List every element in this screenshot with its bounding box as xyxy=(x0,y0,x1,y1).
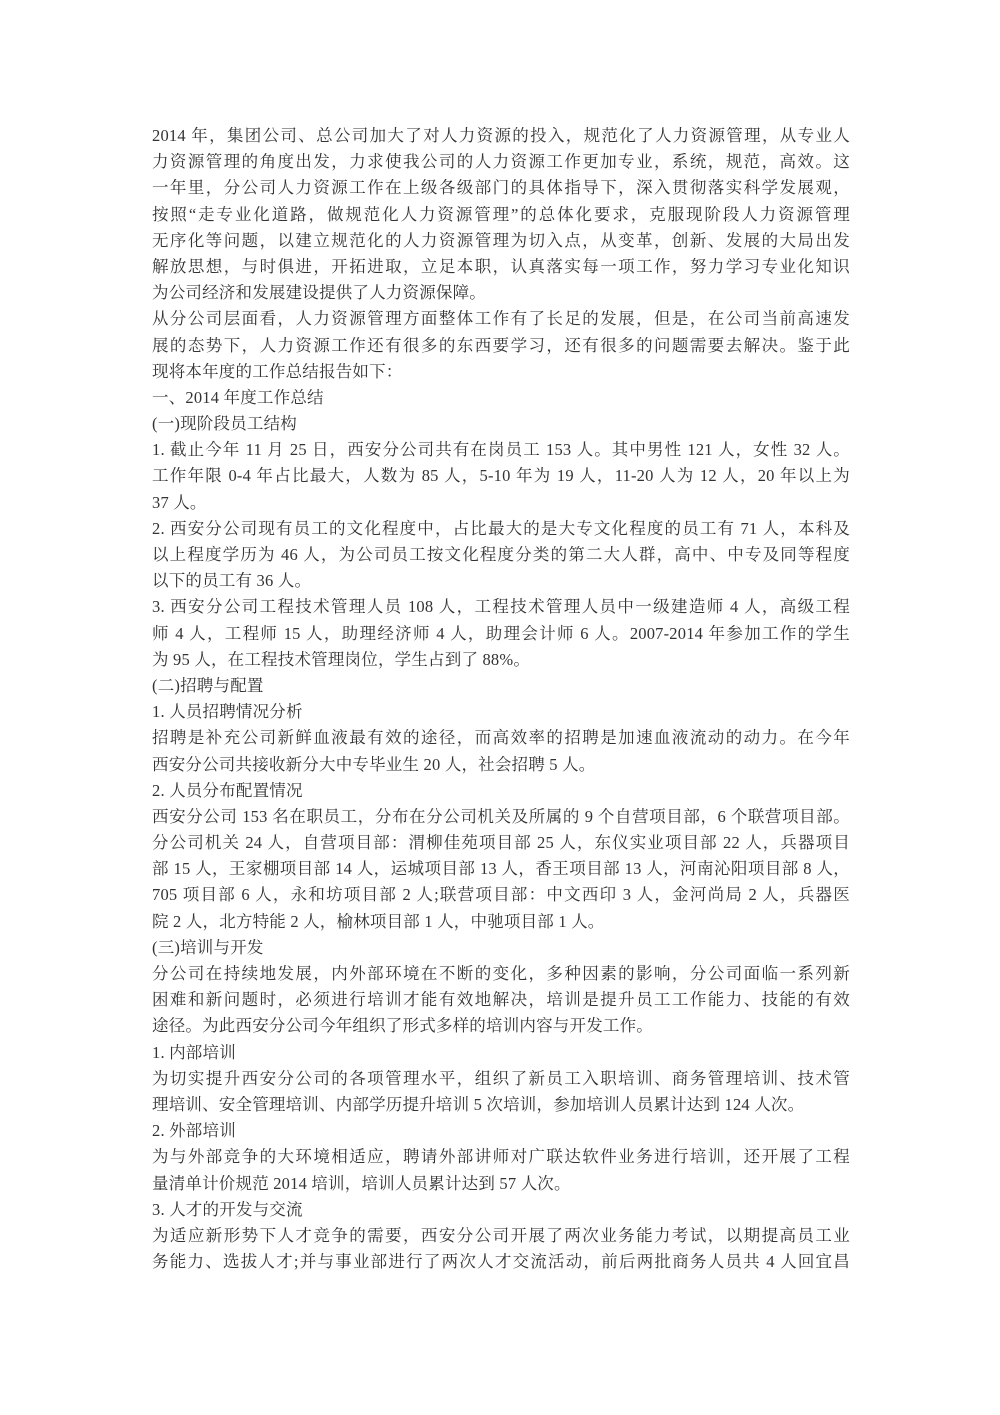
text-line: 量清单计价规范 2014 培训，培训人员累计达到 57 人次。 xyxy=(152,1173,571,1193)
text-line: 西安分公司 153 名在职员工，分布在分公司机关及所属的 9 个自营项目部，6 个联营项目部。 xyxy=(152,806,850,826)
text-line: 为适应新形势下人才竞争的需要，西安分公司开展了两次业务能力考试，以期提高员工业 xyxy=(152,1225,850,1245)
text-line: 2. 西安分公司现有员工的文化程度中，占比最大的是大专文化程度的员工有 71 人，本科及 xyxy=(152,518,850,538)
text-line: 为与外部竞争的大环境相适应，聘请外部讲师对广联达软件业务进行培训，还开展了工程 xyxy=(152,1147,850,1167)
text-line: 为 95 人，在工程技术管理岗位，学生占到了 88%。 xyxy=(152,649,531,669)
text-line: 展的态势下，人力资源工作还有很多的东西要学习，还有很多的问题需要去解决。鉴于此 xyxy=(152,335,850,355)
text-line: (三)培训与开发 xyxy=(152,937,264,957)
text-line: (二)招聘与配置 xyxy=(152,675,264,695)
text-line: 解放思想，与时俱进，开拓进取，立足本职，认真落实每一项工作，努力学习专业化知识 xyxy=(152,256,850,276)
text-line: 西安分公司共接收新分大中专毕业生 20 人，社会招聘 5 人。 xyxy=(152,754,596,774)
text-line: 分公司机关 24 人，自营项目部：渭柳佳苑项目部 25 人，东仪实业项目部 22 人，兵器项目 xyxy=(152,833,850,853)
text-line: 1. 内部培训 xyxy=(152,1042,236,1062)
text-line: 为公司经济和发展建设提供了人力资源保障。 xyxy=(152,283,486,303)
text-line: 分公司在持续地发展，内外部环境在不断的变化，多种因素的影响，分公司面临一系列新 xyxy=(152,964,850,983)
text-line: 院 2 人，北方特能 2 人，榆林项目部 1 人，中驰项目部 1 人。 xyxy=(152,911,605,931)
text-line: 理培训、安全管理培训、内部学历提升培训 5 次培训，参加培训人员累计达到 124 人次。 xyxy=(152,1094,805,1114)
text-line: 为切实提升西安分公司的各项管理水平，组织了新员工入职培训、商务管理培训、技术管 xyxy=(152,1068,850,1088)
text-line: 师 4 人，工程师 15 人，助理经济师 4 人，助理会计师 6 人。2007-2014 年参加工作的学生 xyxy=(152,623,850,643)
document-body xyxy=(152,123,850,1275)
text-line: 一、2014 年度工作总结 xyxy=(152,387,324,407)
text-line: 现将本年度的工作总结报告如下： xyxy=(152,361,403,381)
text-line: 以下的员工有 36 人。 xyxy=(152,571,312,591)
text-line: 无序化等问题，以建立规范化的人力资源管理为切入点，从变革，创新、发展的大局出发 xyxy=(152,230,850,250)
text-line: 困难和新问题时，必须进行培训才能有效地解决，培训是提升员工工作能力、技能的有效 xyxy=(152,990,850,1010)
text-line: 一年里，分公司人力资源工作在上级各级部门的具体指导下，深入贯彻落实科学发展观， xyxy=(152,178,850,198)
text-line: 途径。为此西安分公司今年组织了形式多样的培训内容与开发工作。 xyxy=(152,1016,653,1036)
text-line: 37 人。 xyxy=(152,492,207,512)
text-line: 3. 西安分公司工程技术管理人员 108 人，工程技术管理人员中一级建造师 4 人，高级工程 xyxy=(152,597,850,617)
text-line: 从分公司层面看，人力资源管理方面整体工作有了长足的发展，但是，在公司当前高速发 xyxy=(152,309,850,329)
text-line: (一)现阶段员工结构 xyxy=(152,414,297,434)
text-line: 1. 人员招聘情况分析 xyxy=(152,702,303,722)
text-line: 工作年限 0-4 年占比最大，人数为 85 人，5-10 年为 19 人，11-20 人为 12 人，20 年以上为 xyxy=(152,466,850,486)
text-line: 力资源管理的角度出发，力求使我公司的人力资源工作更加专业，系统，规范，高效。这 xyxy=(152,152,850,172)
text-line: 务能力、选拔人才;并与事业部进行了两次人才交流活动，前后两批商务人员共 4 人回宜昌 xyxy=(152,1252,850,1272)
text-line: 按照“走专业化道路，做规范化人力资源管理”的总体化要求，克服现阶段人力资源管理 xyxy=(152,204,850,224)
text-line: 1. 截止今年 11 月 25 日，西安分公司共有在岗员工 153 人。其中男性 121 人，女性 32 人。 xyxy=(152,440,850,460)
text-line: 以上程度学历为 46 人，为公司员工按文化程度分类的第二大人群，高中、中专及同等程度 xyxy=(152,545,850,564)
text-line: 705 项目部 6 人，永和坊项目部 2 人;联营项目部：中文西印 3 人，金河尚局 2 人，兵器医 xyxy=(152,885,850,905)
text-line: 招聘是补充公司新鲜血液最有效的途径，而高效率的招聘是加速血液流动的动力。在今年 xyxy=(152,728,850,748)
text-line: 3. 人才的开发与交流 xyxy=(152,1199,303,1219)
text-line: 2. 外部培训 xyxy=(152,1121,236,1141)
text-line: 2. 人员分布配置情况 xyxy=(152,780,303,800)
text-line: 部 15 人，王家棚项目部 14 人，运城项目部 13 人，香王项目部 13 人，河南沁阳项目部 8 人， xyxy=(152,859,850,879)
text-line: 2014 年，集团公司、总公司加大了对人力资源的投入，规范化了人力资源管理，从专业人 xyxy=(152,126,850,145)
